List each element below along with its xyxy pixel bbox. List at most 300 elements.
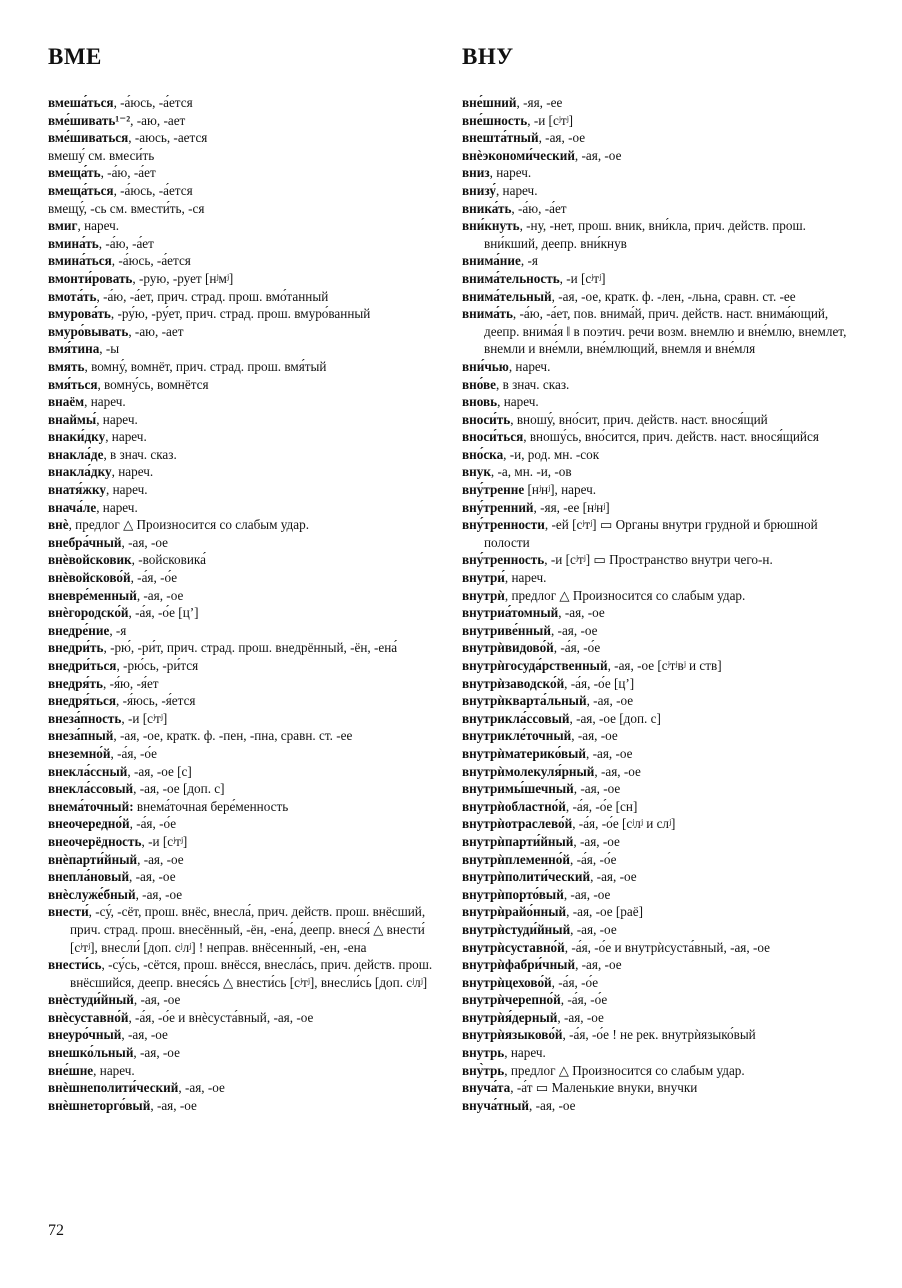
entry-headword: вну́тренности bbox=[462, 517, 545, 533]
entry-headword: внутримы́шечный bbox=[462, 781, 574, 797]
dictionary-entry bbox=[462, 551, 856, 569]
dictionary-entry bbox=[462, 164, 856, 182]
dictionary-entry bbox=[462, 939, 856, 957]
dictionary-entry bbox=[48, 112, 451, 130]
dictionary-entry bbox=[48, 675, 451, 693]
entry-headword: внутрѝя́дерный bbox=[462, 1009, 558, 1025]
entry-headword: внѐгородско́й bbox=[48, 605, 129, 621]
entry-details: , -а́ю, -а́ет bbox=[98, 235, 154, 251]
dictionary-entry bbox=[48, 94, 451, 112]
entry-details: , нареч. bbox=[504, 570, 547, 586]
entry-headword: вноси́ть bbox=[462, 411, 511, 427]
entry-details: , нареч. bbox=[84, 394, 126, 410]
entry-headword: вноси́ться bbox=[462, 429, 524, 445]
dictionary-entry bbox=[462, 376, 856, 394]
entry-headword: внебра́чный bbox=[48, 534, 122, 550]
entry-details: , -а́я, -о́е bbox=[110, 745, 157, 761]
entry-headword: вневре́менный bbox=[48, 587, 137, 603]
entry-details: , -и [сʲтʲ] ▭ Пространство внутри чего-н. bbox=[544, 552, 773, 568]
entry-details: , -а́ю, -а́ет bbox=[100, 165, 156, 181]
entry-headword: внутрѝстуди́йный bbox=[462, 921, 571, 937]
dictionary-entry bbox=[48, 1026, 451, 1044]
entry-headword: внешко́льный bbox=[48, 1045, 134, 1061]
entry-details: , -а́ю, -а́ет, прич. страд. прош. вмо́танный bbox=[96, 288, 329, 304]
entry-details: , в знач. сказ. bbox=[495, 376, 570, 392]
dictionary-entry bbox=[48, 147, 451, 165]
dictionary-entry bbox=[48, 446, 451, 464]
dictionary-entry bbox=[48, 727, 451, 745]
entry-details: , -ая, -ое [раё] bbox=[566, 904, 643, 920]
entry-details: , -а́я, -о́е [цʼ] bbox=[564, 675, 635, 691]
dictionary-entry bbox=[462, 270, 856, 288]
entry-details: вмещу́, -сь см. вмести́ть, -ся bbox=[48, 200, 205, 216]
entry-details: , -а́я, -о́е bbox=[130, 570, 178, 586]
entry-headword: вмеща́ться bbox=[48, 182, 114, 198]
entry-headword: внѐслуже́бный bbox=[48, 886, 136, 902]
entry-headword: внакла́де bbox=[48, 446, 104, 462]
entry-headword: внѐ bbox=[48, 517, 69, 533]
entry-headword: внеочерёдность bbox=[48, 833, 142, 849]
entry-headword: вне́шне bbox=[48, 1062, 94, 1078]
dictionary-entry bbox=[48, 815, 451, 833]
entry-details: , -ая, -ое bbox=[133, 992, 181, 1008]
dictionary-entry bbox=[48, 481, 451, 499]
entry-headword: внѐвойсково́й bbox=[48, 570, 131, 586]
entry-details: , -ая, -ое bbox=[129, 869, 176, 885]
entry-details: , -и [сʲтʲ] bbox=[121, 710, 168, 726]
entry-headword: внутрѝгосуда́рственный bbox=[462, 658, 608, 673]
entry-details: , -аюсь, -ается bbox=[128, 130, 208, 146]
entry-details: , предлог △ Произносится со слабым удар. bbox=[504, 587, 746, 603]
dictionary-entry bbox=[462, 112, 856, 130]
entry-details: , -ая, -ое [с] bbox=[127, 763, 192, 779]
dictionary-entry bbox=[462, 1026, 856, 1044]
entry-details: , -я́ю, -я́ет bbox=[103, 675, 159, 691]
dictionary-entry bbox=[48, 833, 451, 851]
entry-headword: внутрѝ bbox=[462, 587, 505, 603]
entry-details: , предлог △ Произносится со слабым удар. bbox=[504, 1062, 745, 1078]
entry-details: , -и [сʲтʲ] bbox=[527, 112, 574, 128]
entry-details: , -ая, -ое bbox=[178, 1080, 225, 1096]
dictionary-entry bbox=[48, 305, 451, 323]
entry-headword: вни́чью bbox=[462, 358, 509, 374]
entry-details: , вношу́, вно́сит, прич. действ. наст. внося́щий bbox=[510, 411, 768, 427]
entry-details: [нʲнʲ], нареч. bbox=[524, 482, 597, 498]
dictionary-entry bbox=[48, 129, 451, 147]
entry-headword: вмина́ться bbox=[48, 253, 112, 269]
entry-headword: вмина́ть bbox=[48, 235, 99, 251]
entry-details: , -а́юсь, -а́ется bbox=[113, 182, 193, 198]
entry-details: , -ая, -ое bbox=[558, 605, 605, 621]
entry-headword: вмуро́вывать bbox=[48, 323, 129, 339]
dictionary-entry bbox=[462, 411, 856, 429]
entry-details: , -ая, -ое [сʲтʲвʲ и ств] bbox=[607, 658, 722, 673]
entry-details: , -аю, -ает bbox=[128, 323, 184, 339]
dictionary-entry bbox=[462, 815, 856, 833]
entry-headword: вме́шивать¹⁻² bbox=[48, 112, 131, 128]
entry-headword: вмя́тина bbox=[48, 341, 100, 357]
entry-headword: внедри́ться bbox=[48, 658, 117, 673]
dictionary-entry bbox=[48, 358, 451, 376]
entry-details: , -ая, -ое bbox=[121, 534, 168, 550]
dictionary-entry bbox=[462, 780, 856, 798]
dictionary-entry bbox=[462, 569, 856, 587]
entry-details: , -аю, -ает bbox=[130, 112, 186, 128]
entry-headword: внутрѝпорто́вый bbox=[462, 886, 564, 902]
entry-headword: внеза́пный bbox=[48, 728, 114, 744]
entry-details: , -и, род. мн. -сок bbox=[503, 446, 600, 462]
entry-details: , -а́я, -о́е bbox=[553, 640, 601, 656]
entry-details: , нареч. bbox=[508, 358, 551, 374]
dictionary-entry bbox=[48, 1062, 451, 1080]
entry-headword: внутрѝфабри́чный bbox=[462, 957, 576, 973]
entry-details: , -ая, -ое bbox=[571, 728, 618, 744]
entry-headword: внутрѝплеменно́й bbox=[462, 851, 570, 867]
entry-headword: внутрѝотраслево́й bbox=[462, 816, 573, 832]
entry-headword: вну́тренность bbox=[462, 552, 545, 568]
dictionary-entry bbox=[462, 1009, 856, 1027]
entry-details: вмешу́ см. вмеси́ть bbox=[48, 147, 155, 163]
entry-details: , -а́я, -о́е и внутрѝсуста́вный, -ая, -ое bbox=[564, 939, 770, 955]
entry-headword: внуча́тный bbox=[462, 1097, 529, 1113]
dictionary-entry bbox=[462, 516, 856, 551]
entry-headword: внѐшнеторго́вый bbox=[48, 1097, 151, 1113]
entry-headword: вне́шность bbox=[462, 112, 528, 128]
dictionary-entry bbox=[462, 1079, 856, 1097]
entry-details: , нареч. bbox=[497, 394, 539, 410]
entry-details: , -а́я, -о́е [цʼ] bbox=[128, 605, 199, 621]
entry-details: , -ая, -ое [доп. с] bbox=[133, 781, 225, 797]
entry-details: , -а, мн. -и, -ов bbox=[490, 464, 572, 480]
entry-headword: внизу́ bbox=[462, 182, 496, 198]
dictionary-entry bbox=[462, 604, 856, 622]
dictionary-entry bbox=[462, 252, 856, 270]
entry-headword: внѐвойсковик bbox=[48, 552, 132, 568]
entry-details: , -ая, -ое bbox=[136, 587, 184, 603]
entry-details: , -ая, -ое bbox=[135, 886, 183, 902]
entry-headword: вну̀трь bbox=[462, 1062, 505, 1078]
entry-headword: внутрѝвидово́й bbox=[462, 640, 554, 656]
dictionary-entry bbox=[462, 798, 856, 816]
entry-details: , -ая, -ое [доп. с] bbox=[569, 710, 661, 726]
entry-details: , -а́ю, -а́ет bbox=[511, 200, 567, 216]
entry-details: , -ая, -ое bbox=[586, 745, 633, 761]
dictionary-entry bbox=[48, 428, 451, 446]
dictionary-entry bbox=[48, 393, 451, 411]
entry-headword: внутрикле́точный bbox=[462, 728, 572, 744]
dictionary-entry bbox=[462, 675, 856, 693]
entry-headword: внѐстуди́йный bbox=[48, 992, 134, 1008]
entry-details: , -рую, -рует [нʲмʲ] bbox=[132, 270, 234, 286]
entry-headword: внутрѝпарти́йный bbox=[462, 833, 574, 849]
entry-details: , -ая, -ое bbox=[121, 1027, 168, 1043]
entry-details: , -рю́, -ри́т, прич. страд. прош. внедрённый, -ён, -ена́ bbox=[103, 640, 398, 656]
entry-details: внема́точная бере́менность bbox=[133, 798, 289, 814]
entry-details: , -войсковика́ bbox=[131, 552, 206, 568]
entry-headword: внѐпарти́йный bbox=[48, 851, 138, 867]
entry-details: , нареч. bbox=[105, 482, 148, 498]
dictionary-entry bbox=[48, 657, 451, 675]
entry-details: , -ей [сʲтʲ] ▭ Органы внутри грудной и брюшной полости bbox=[484, 517, 818, 550]
entry-headword: внутрѝполити́ческий bbox=[462, 869, 591, 885]
dictionary-entry bbox=[48, 499, 451, 517]
entry-details: , -ая, -ое bbox=[573, 781, 621, 797]
dictionary-entry bbox=[48, 991, 451, 1009]
entry-headword: внакла́дку bbox=[48, 464, 112, 480]
dictionary-entry bbox=[48, 411, 451, 429]
dictionary-entry bbox=[462, 147, 856, 165]
dictionary-entry bbox=[48, 903, 451, 956]
entry-headword: внеземно́й bbox=[48, 745, 111, 761]
entry-headword: внутрѝсуставно́й bbox=[462, 939, 565, 955]
dictionary-entry bbox=[462, 991, 856, 1009]
right-column bbox=[462, 94, 856, 1114]
dictionary-entry bbox=[462, 1044, 856, 1062]
dictionary-entry bbox=[462, 639, 856, 657]
dictionary-entry bbox=[48, 745, 451, 763]
entry-headword: вмя́ться bbox=[48, 376, 98, 392]
entry-details: , -ру́ю, -ру́ет, прич. страд. прош. вмуро́ванный bbox=[110, 306, 371, 322]
entry-details: , нареч. bbox=[77, 218, 120, 234]
dictionary-entry bbox=[462, 868, 856, 886]
dictionary-entry bbox=[48, 780, 451, 798]
dictionary-entry bbox=[462, 499, 856, 517]
dictionary-entry bbox=[462, 463, 856, 481]
entry-details: , -а́я, -о́е [сʲлʲ и слʲ] bbox=[572, 816, 676, 832]
entry-headword: внаймы́ bbox=[48, 411, 97, 427]
entry-headword: вновь bbox=[462, 394, 498, 410]
dictionary-entry bbox=[48, 463, 451, 481]
left-header-guideword: ВМЕ bbox=[48, 44, 102, 69]
dictionary-entry bbox=[48, 551, 451, 569]
dictionary-entry bbox=[462, 305, 856, 358]
entry-headword: внедре́ние bbox=[48, 622, 110, 638]
dictionary-entry bbox=[48, 200, 451, 218]
entry-details: , -ая, -ое bbox=[538, 130, 586, 146]
entry-details: , нареч. bbox=[96, 499, 138, 515]
dictionary-entry bbox=[462, 587, 856, 605]
entry-details: , -ая, -ое bbox=[550, 622, 598, 638]
dictionary-entry bbox=[462, 903, 856, 921]
entry-headword: вниз bbox=[462, 165, 490, 181]
entry-details: , -ая, -ое bbox=[528, 1097, 576, 1113]
entry-details: , -су́, -сёт, прош. внёс, внесла́, прич. действ. прош. внёсший, прич. страд. прош. внесённый, -ён, -ена́, деепр. внеся́ △ внести́ [сʲтʲ], внесли́ [доп. сʲлʲ] ! неправ. внёсенный, -ен, -ена bbox=[70, 904, 426, 955]
entry-details: , -ая, -ое, кратк. ф. -пен, -пна, сравн. ст. -ее bbox=[113, 728, 353, 744]
entry-headword: внутрѝкварта́льный bbox=[462, 693, 587, 709]
entry-details: , -а́я, -о́е и внѐсуста́вный, -ая, -ое bbox=[128, 1009, 314, 1025]
dictionary-entry bbox=[48, 1009, 451, 1027]
entry-details: , -ая, -ое bbox=[574, 147, 622, 163]
dictionary-entry bbox=[462, 481, 856, 499]
entry-details: , -ая, -ое bbox=[575, 957, 622, 973]
entry-headword: внутриа́томный bbox=[462, 605, 559, 621]
dictionary-entry bbox=[48, 587, 451, 605]
entry-details: , в знач. сказ. bbox=[103, 446, 177, 462]
entry-details: , -а́юсь, -а́ется bbox=[111, 253, 191, 269]
dictionary-entry bbox=[462, 974, 856, 992]
entry-details: , -ая, -ое bbox=[133, 1045, 180, 1061]
dictionary-entry bbox=[48, 182, 451, 200]
dictionary-entry bbox=[48, 516, 451, 534]
entry-headword: внешта́тный bbox=[462, 130, 539, 146]
entry-details: , нареч. bbox=[495, 182, 538, 198]
entry-details: , -ая, -ое bbox=[137, 851, 184, 867]
entry-details: , -ая, -ое bbox=[557, 1009, 604, 1025]
entry-headword: внедря́ть bbox=[48, 675, 103, 691]
entry-details: , -а́я, -о́е [сн] bbox=[565, 798, 638, 814]
dictionary-entry bbox=[48, 868, 451, 886]
entry-headword: внедри́ть bbox=[48, 640, 104, 656]
entry-headword: внѐэкономи́ческий bbox=[462, 147, 575, 163]
dictionary-entry bbox=[462, 622, 856, 640]
entry-headword: вну́тренне bbox=[462, 482, 525, 498]
entry-headword: внеза́пность bbox=[48, 710, 122, 726]
dictionary-entry bbox=[462, 358, 856, 376]
dictionary-entry bbox=[48, 692, 451, 710]
entry-details: , -яя, -ее bbox=[516, 95, 563, 110]
dictionary-entry bbox=[48, 235, 451, 253]
entry-headword: внатя́жку bbox=[48, 482, 106, 498]
dictionary-entry bbox=[462, 217, 856, 252]
entry-details: , -я bbox=[109, 622, 127, 638]
dictionary-entry bbox=[462, 129, 856, 147]
entry-details: , -ы bbox=[99, 341, 120, 357]
entry-headword: внаки́дку bbox=[48, 429, 106, 445]
entry-headword: вмота́ть bbox=[48, 288, 97, 304]
entry-details: , вомну́, вомнёт, прич. страд. прош. вмя́тый bbox=[84, 358, 327, 374]
entry-details: , -я́юсь, -я́ется bbox=[115, 693, 196, 709]
dictionary-entry bbox=[48, 639, 451, 657]
entry-details: , -ая, -ое bbox=[563, 886, 611, 902]
entry-details: , -и [сʲтʲ] bbox=[559, 270, 606, 286]
entry-headword: внутрѝматерико́вый bbox=[462, 745, 586, 761]
entry-headword: вмять bbox=[48, 358, 85, 374]
entry-details: , -а́я, -о́е ! не рек. внутрѝязыко́вый bbox=[562, 1027, 756, 1043]
dictionary-entry bbox=[48, 270, 451, 288]
entry-details: , -ая, -ое bbox=[590, 869, 637, 885]
entry-headword: внутри́ bbox=[462, 570, 505, 586]
entry-details: , нареч. bbox=[93, 1062, 135, 1078]
entry-headword: внекла́ссный bbox=[48, 763, 128, 779]
entry-details: , -а́ю, -а́ет, пов. внима́й, прич. действ. наст. внима́ющий, деепр. внима́я ‖ в поэтич. речи возм. внемлю и вне́млю, внемлет, внемли и вне́мли, вне́млющий, внемля и вне́мля bbox=[484, 306, 847, 357]
entry-details: , нареч. bbox=[111, 464, 154, 480]
dictionary-entry bbox=[462, 1062, 856, 1080]
entry-details: , нареч. bbox=[96, 411, 138, 427]
entry-headword: вно́ве bbox=[462, 376, 496, 392]
entry-details: , -и [сʲтʲ] bbox=[141, 833, 188, 849]
dictionary-entry bbox=[462, 745, 856, 763]
dictionary-entry bbox=[48, 1097, 451, 1115]
entry-details: , -ая, -ое bbox=[594, 763, 641, 779]
entry-details: , -ая, -ое bbox=[150, 1097, 197, 1113]
dictionary-entry bbox=[462, 956, 856, 974]
entry-details: , вношу́сь, вно́сится, прич. действ. наст. внося́щийся bbox=[523, 429, 819, 445]
dictionary-entry bbox=[462, 710, 856, 728]
dictionary-entry bbox=[462, 182, 856, 200]
dictionary-entry bbox=[462, 428, 856, 446]
entry-headword: вмеща́ть bbox=[48, 165, 101, 181]
entry-details: , -а́т ▭ Маленькие внуки, внучки bbox=[510, 1080, 698, 1096]
entry-headword: внутрикла́ссовый bbox=[462, 710, 570, 726]
entry-headword: внима́ние bbox=[462, 253, 521, 269]
page-number: 72 bbox=[48, 1222, 64, 1239]
dictionary-entry bbox=[462, 833, 856, 851]
entry-details: , -а́я, -о́е bbox=[551, 974, 599, 990]
dictionary-entry bbox=[462, 851, 856, 869]
dictionary-entry bbox=[48, 323, 451, 341]
entry-headword: внекла́ссовый bbox=[48, 781, 134, 797]
entry-headword: внѐсуставно́й bbox=[48, 1009, 129, 1025]
dictionary-entry bbox=[48, 886, 451, 904]
entry-headword: внима́ть bbox=[462, 306, 513, 322]
entry-headword: вника́ть bbox=[462, 200, 512, 216]
dictionary-entry bbox=[48, 534, 451, 552]
entry-headword: внутриве́нный bbox=[462, 622, 551, 638]
dictionary-entry bbox=[462, 446, 856, 464]
dictionary-entry bbox=[48, 763, 451, 781]
entry-headword: внук bbox=[462, 464, 491, 480]
dictionary-entry bbox=[48, 1044, 451, 1062]
entry-details: , -а́юсь, -а́ется bbox=[113, 95, 193, 110]
entry-details: , нареч. bbox=[489, 165, 532, 181]
entry-headword: вмеша́ться bbox=[48, 95, 114, 110]
entry-details: , -а́я, -о́е bbox=[569, 851, 617, 867]
dictionary-entry bbox=[462, 727, 856, 745]
dictionary-entry bbox=[462, 94, 856, 112]
entry-headword: внима́тельность bbox=[462, 270, 560, 286]
entry-headword: внутрѝобластно́й bbox=[462, 798, 566, 814]
dictionary-entry bbox=[48, 798, 451, 816]
entry-headword: внеуро́чный bbox=[48, 1027, 122, 1043]
dictionary-entry bbox=[48, 604, 451, 622]
entry-headword: внепла́новый bbox=[48, 869, 130, 885]
entry-details: , -а́я, -о́е bbox=[129, 816, 177, 832]
entry-headword: внача́ле bbox=[48, 499, 97, 515]
entry-headword: вме́шиваться bbox=[48, 130, 129, 146]
dictionary-entry bbox=[48, 851, 451, 869]
entry-headword: внеочередно́й bbox=[48, 816, 130, 832]
entry-headword: вмурова́ть bbox=[48, 306, 111, 322]
dictionary-entry bbox=[48, 569, 451, 587]
entry-headword: внести́сь bbox=[48, 957, 102, 973]
entry-headword: внутрѝмолекуля́рный bbox=[462, 763, 595, 779]
entry-headword: вмонти́ровать bbox=[48, 270, 133, 286]
entry-details: , -рю́сь, -ри́тся bbox=[116, 658, 199, 673]
dictionary-entry bbox=[462, 657, 856, 675]
dictionary-entry bbox=[48, 376, 451, 394]
entry-headword: внутрѝязыково́й bbox=[462, 1027, 563, 1043]
dictionary-entry bbox=[462, 288, 856, 306]
entry-headword: внѐшнеполити́ческий bbox=[48, 1080, 179, 1096]
entry-details: , -а́я, -о́е bbox=[560, 992, 608, 1008]
entry-headword: внутрь bbox=[462, 1045, 505, 1061]
entry-details: , -яя, -ее [нʲнʲ] bbox=[533, 499, 610, 515]
dictionary-entry bbox=[462, 393, 856, 411]
left-column bbox=[48, 94, 451, 1114]
entry-headword: внутрѝзаводско́й bbox=[462, 675, 565, 691]
dictionary-entry bbox=[48, 956, 451, 991]
entry-details: , -ая, -ое bbox=[570, 921, 617, 937]
entry-details: , -ая, -ое bbox=[573, 833, 620, 849]
entry-headword: внаём bbox=[48, 394, 85, 410]
dictionary-entry bbox=[48, 340, 451, 358]
dictionary-entry bbox=[48, 288, 451, 306]
entry-headword: вни́кнуть bbox=[462, 218, 520, 234]
dictionary-entry bbox=[48, 164, 451, 182]
entry-details: , вомну́сь, вомнётся bbox=[97, 376, 209, 392]
entry-headword: внести́ bbox=[48, 904, 89, 920]
entry-headword: вну́тренний bbox=[462, 499, 534, 515]
